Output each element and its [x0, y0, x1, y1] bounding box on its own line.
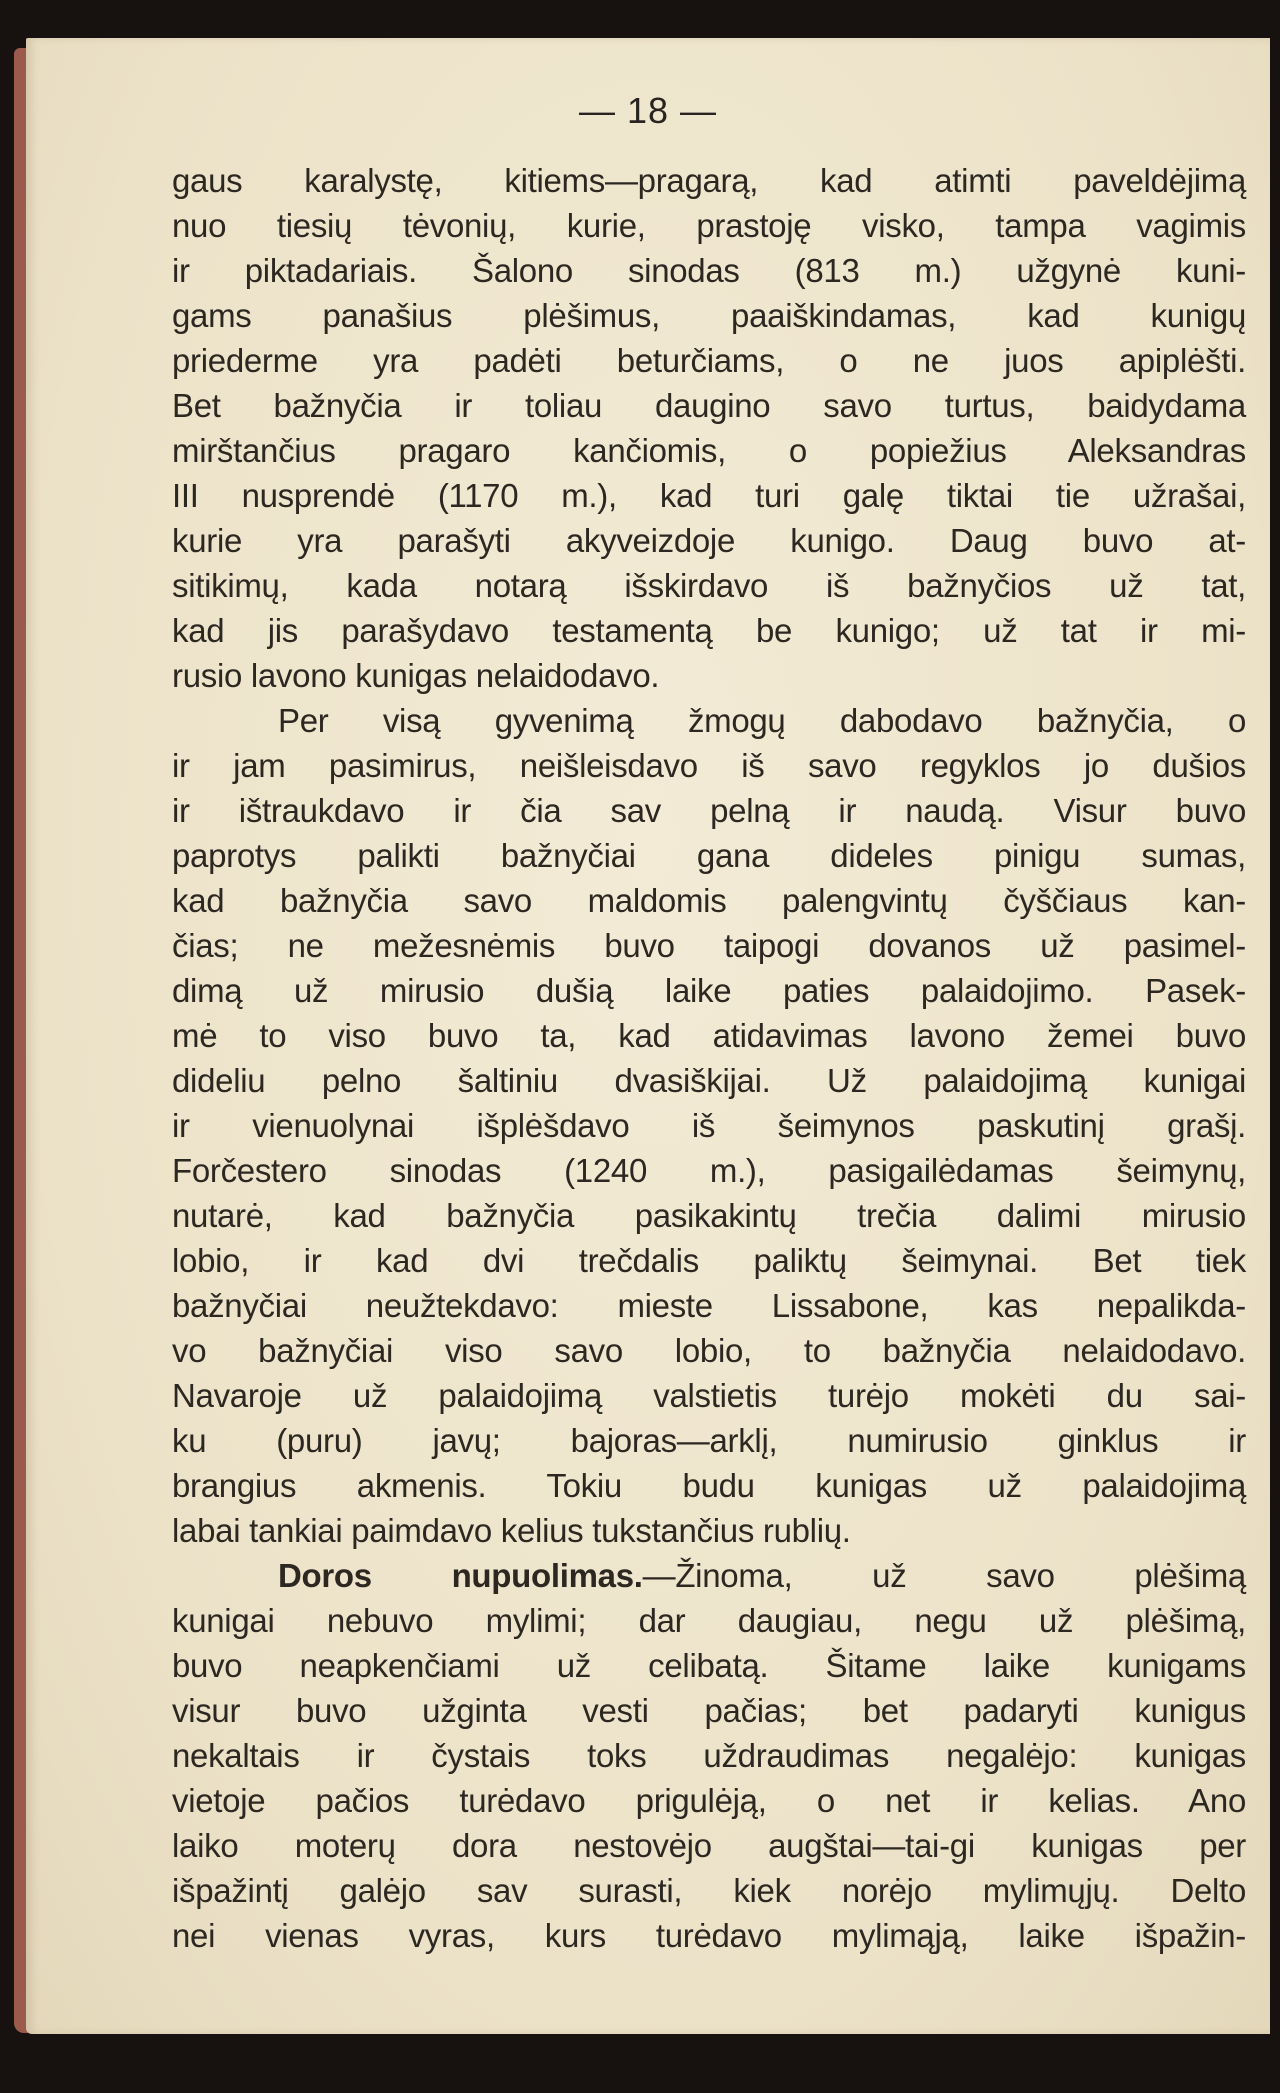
text-line: kad bažnyčia savo maldomis palengvintų čyščiaus kan- — [172, 882, 1246, 919]
text-line: labai tankiai paimdavo kelius tukstančius rublių. — [172, 1512, 851, 1549]
text-line: gams panašius plėšimus, paaiškindamas, kad kunigų — [172, 297, 1246, 334]
text-line: Navaroje už palaidojimą valstietis turėjo mokėti du sai- — [172, 1377, 1246, 1414]
text-line: mė to viso buvo ta, kad atidavimas lavono žemei buvo — [172, 1017, 1246, 1054]
text-line: Per visą gyvenimą žmogų dabodavo bažnyčia, o — [278, 702, 1246, 739]
text-line: priederme yra padėti beturčiams, o ne juos apiplėšti. — [172, 342, 1246, 379]
text-line: išpažintį galėjo sav surasti, kiek norėjo mylimųjų. Delto — [172, 1872, 1246, 1909]
text-line: lobio, ir kad dvi trečdalis paliktų šeimynai. Bet tiek — [172, 1242, 1246, 1279]
text-line: bažnyčiai neužtekdavo: mieste Lissabone, kas nepalikda- — [172, 1287, 1246, 1324]
text-line: ir jam pasimirus, neišleisdavo iš savo regyklos jo dušios — [172, 747, 1246, 784]
text-line: III nusprendė (1170 m.), kad turi galę tiktai tie užrašai, — [172, 477, 1246, 514]
text-line: Forčestero sinodas (1240 m.), pasigailėdamas šeimynų, — [172, 1152, 1246, 1189]
text-line: ir vienuolynai išplėšdavo iš šeimynos paskutinį grašį. — [172, 1107, 1246, 1144]
text-line: kunigai nebuvo mylimi; dar daugiau, negu už plėšimą, — [172, 1602, 1246, 1639]
section-heading: Doros nupuolimas. — [278, 1557, 643, 1594]
text-line: rusio lavono kunigas nelaidodavo. — [172, 657, 660, 694]
page-number: — 18 — — [578, 90, 718, 131]
text-line: dimą už mirusio dušią laike paties palaidojimo. Pasek- — [172, 972, 1246, 1009]
page-body-text — [172, 158, 1246, 1958]
text-line: ir piktadariais. Šalono sinodas (813 m.) užgynė kuni- — [172, 252, 1246, 289]
text-line: vietoje pačios turėdavo prigulėją, o net ir kelias. Ano — [172, 1782, 1246, 1819]
text-line: brangius akmenis. Tokiu budu kunigas už palaidojimą — [172, 1467, 1246, 1504]
text-line: kurie yra parašyti akyveizdoje kunigo. Daug buvo at- — [172, 522, 1246, 559]
text-line: gaus karalystę, kitiems—pragarą, kad atimti paveldėjimą — [172, 162, 1246, 199]
text-line: laiko moterų dora nestovėjo augštai—tai-gi kunigas per — [172, 1827, 1246, 1864]
text-line: nekaltais ir čystais toks uždraudimas negalėjo: kunigas — [172, 1737, 1246, 1774]
text-line: sitikimų, kada notarą išskirdavo iš bažnyčios už tat, — [172, 567, 1246, 604]
text-line: mirštančius pragaro kančiomis, o popiežius Aleksandras — [172, 432, 1246, 469]
text-line: nei vienas vyras, kurs turėdavo mylimąją, laike išpažin- — [172, 1917, 1246, 1954]
text-line: paprotys palikti bažnyčiai gana dideles pinigu sumas, — [172, 837, 1246, 874]
text-line: dideliu pelno šaltiniu dvasiškijai. Už palaidojimą kunigai — [172, 1062, 1246, 1099]
text-line: nutarė, kad bažnyčia pasikakintų trečia dalimi mirusio — [172, 1197, 1246, 1234]
text-line: ku (puru) javų; bajoras—arklį, numirusio ginklus ir — [172, 1422, 1246, 1459]
text-line: vo bažnyčiai viso savo lobio, to bažnyčia nelaidodavo. — [172, 1332, 1246, 1369]
text-line: ir ištraukdavo ir čia sav pelną ir naudą. Visur buvo — [172, 792, 1246, 829]
text-line: nuo tiesių tėvonių, kurie, prastoję visko, tampa vagimis — [172, 207, 1246, 244]
text-line: kad jis parašydavo testamentą be kunigo; už tat ir mi- — [172, 612, 1246, 649]
text-line: čias; ne mežesnėmis buvo taipogi dovanos už pasimel- — [172, 927, 1246, 964]
text-line: visur buvo užginta vesti pačias; bet padaryti kunigus — [172, 1692, 1246, 1729]
text-line: buvo neapkenčiami už celibatą. Šitame laike kunigams — [172, 1647, 1246, 1684]
section-heading-line — [172, 1553, 1246, 1598]
text-line: Bet bažnyčia ir toliau daugino savo turtus, baidydama — [172, 387, 1246, 424]
text-line-rest: —Žinoma, už savo plėšimą — [642, 1557, 1246, 1594]
